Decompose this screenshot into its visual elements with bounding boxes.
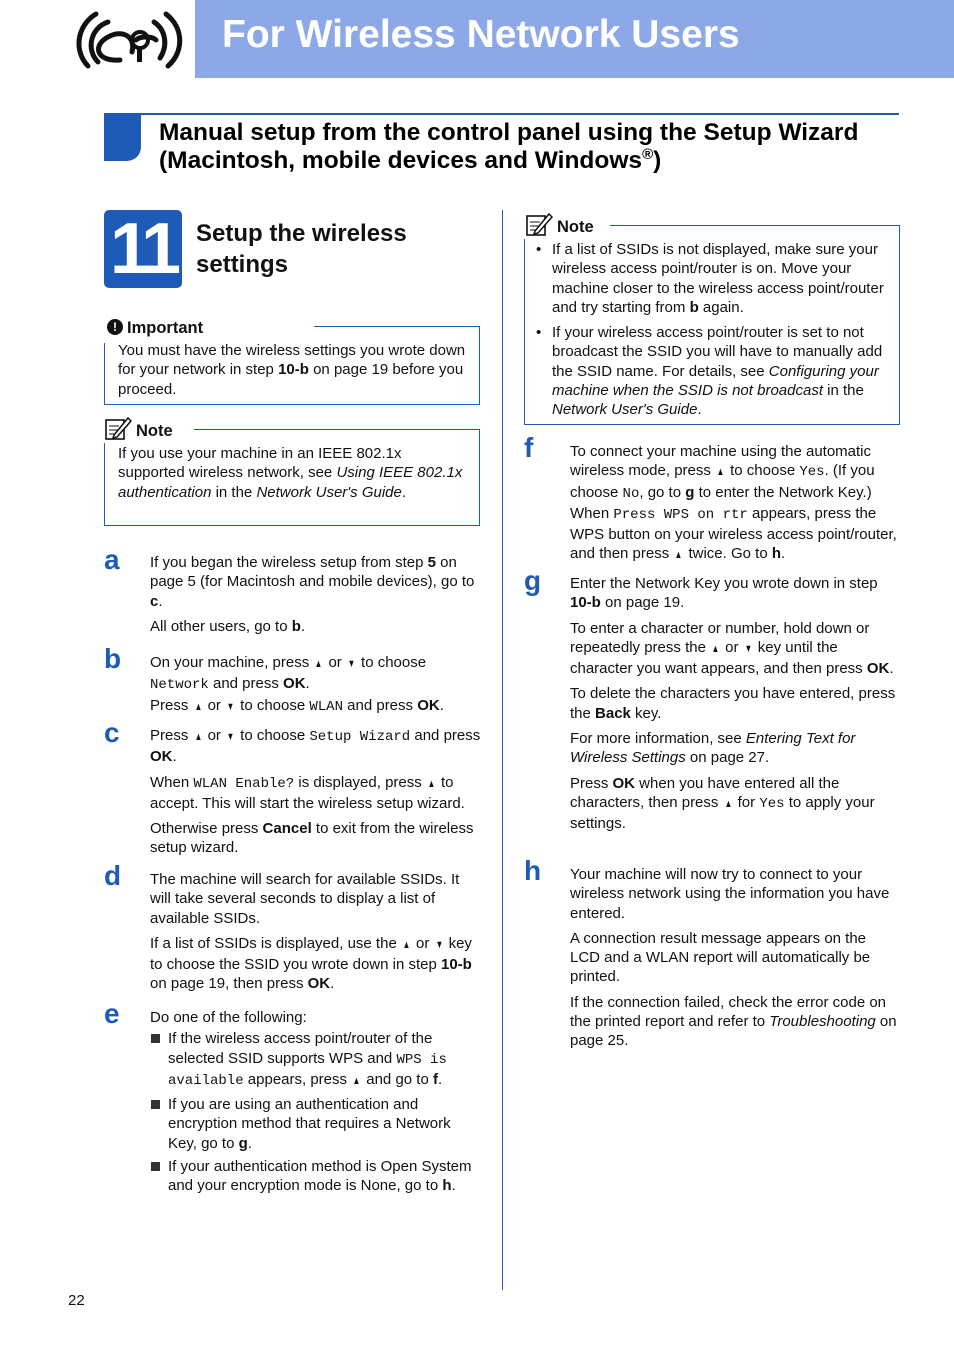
step-letter-h: h: [524, 855, 542, 886]
important-box-top-rule: [314, 326, 480, 327]
note-box-right-rule: [479, 429, 480, 526]
step-letter-c: c: [104, 717, 120, 748]
list-item: • If a list of SSIDs is not displayed, make sure your wireless access point/router is on. Move your machine closer to the wireless access point/router and try starting from b again.: [536, 240, 891, 317]
step-letter-b: b: [104, 643, 122, 674]
step-letter-e: e: [104, 998, 120, 1029]
up-arrow-icon: ▲: [402, 938, 411, 951]
up-arrow-icon: ▲: [194, 700, 202, 713]
note-label: Note: [136, 422, 173, 440]
up-arrow-icon: ▲: [427, 777, 436, 790]
note-box-top-rule: [194, 429, 480, 430]
exclamation-icon: !: [107, 319, 123, 335]
down-arrow-icon: ▼: [435, 938, 443, 951]
important-label: Important: [127, 319, 204, 337]
list-item: If your authentication method is Open System and your encryption mode is None, go to h.: [150, 1157, 482, 1196]
step-d-text: The machine will search for available SSIDs. It will take several seconds to display a list of available SSIDs. If a list of SSIDs is displayed, use the ▲ or ▼ key to choose the SSID you wrote down in step 10-b on page 19, then press OK.: [150, 871, 472, 993]
page-title: For Wireless Network Users: [222, 13, 740, 56]
step-letter-a: a: [104, 544, 120, 575]
wireless-network-icon: [0, 0, 190, 78]
step-e-text: Do one of the following: If the wireless access point/router of the selected SSID supports WPS and WPS is available appears, press ▲ and go to f. If you are using an authentication and encryption method that requires a Network Key, go to g. If your authentication method is Open System and your encryption mode is None, go to h.: [150, 1008, 482, 1196]
up-arrow-icon: ▲: [716, 466, 725, 479]
section-tab-marker: [104, 115, 141, 161]
note-box-right-rule: [899, 225, 900, 425]
section-title: Manual setup from the control panel using the Setup Wizard (Macintosh, mobile devices and Windows®): [159, 119, 859, 174]
note-pencil-icon: [104, 415, 132, 441]
note-box-bottom-rule: [524, 424, 900, 425]
up-arrow-icon: ▲: [352, 1074, 361, 1087]
step-title: Setup the wireless settings: [196, 220, 407, 278]
important-text: You must have the wireless settings you wrote down for your network in step 10-b on page 19 before you proceed.: [118, 342, 466, 398]
header-icon-area: [0, 0, 190, 78]
down-arrow-icon: ▼: [744, 642, 752, 655]
note-pencil-icon: [525, 211, 553, 237]
note-box-bottom-rule: [104, 525, 480, 526]
step-b-text: On your machine, press ▲ or ▼ to choose Network and press OK. Press ▲ or ▼ to choose WLAN and press OK.: [150, 653, 482, 717]
note-box-top-rule: [610, 225, 900, 226]
step-number-badge: 11: [104, 210, 182, 288]
important-box-bottom-rule: [104, 404, 480, 405]
step-letter-f: f: [524, 432, 534, 463]
up-arrow-icon: ▲: [315, 658, 323, 670]
down-arrow-icon: ▼: [347, 658, 356, 670]
step-g-text: Enter the Network Key you wrote down in step 10-b on page 19. To enter a character or number, hold down or repeatedly press the ▲ or ▼ key until the character you want appears, and then press OK. To delete the characters you have entered, press the Back key. For more information, see Entering Text for Wireless Settings on page 27. Press OK when you have entered all the characters, then press ▲ for Yes to apply your settings.: [570, 575, 896, 833]
down-arrow-icon: ▼: [226, 700, 235, 713]
note-right-text: [536, 240, 891, 420]
step-f-text: To connect your machine using the automatic wireless mode, press ▲ to choose Yes. (If you choose No, go to g to enter the Network Key.) When Press WPS on rtr appears, press the WPS button on your wireless access point/router, and then press ▲ twice. Go to h.: [570, 442, 900, 566]
up-arrow-icon: ▲: [194, 731, 202, 743]
list-item: • If your wireless access point/router is set to not broadcast the SSID you will have to manually add the SSID name. For details, see Configuring your machine when the SSID is not broadcast in the Network User's Guide.: [536, 323, 891, 419]
up-arrow-icon: ▲: [724, 797, 732, 810]
step-letter-d: d: [104, 860, 122, 891]
page-number: 22: [68, 1292, 85, 1309]
step-a-text: If you began the wireless setup from step 5 on page 5 (for Macintosh and mobile devices), go to c. All other users, go to b.: [150, 554, 475, 635]
section-rule: [104, 113, 899, 115]
note-box-left-rule: [524, 239, 525, 425]
note-label: Note: [557, 218, 594, 236]
important-box-right-rule: [479, 326, 480, 405]
step-letter-g: g: [524, 565, 542, 596]
up-arrow-icon: ▲: [711, 642, 720, 655]
note-text: If you use your machine in an IEEE 802.1x supported wireless network, see Using IEEE 802.1x authentication in the Network User's Guide.: [118, 445, 463, 501]
up-arrow-icon: ▲: [675, 549, 683, 562]
important-box-left-rule: [104, 343, 105, 405]
list-item: If you are using an authentication and encryption method that requires a Network Key, go to g.: [150, 1095, 482, 1153]
step-h-text: Your machine will now try to connect to your wireless network using the information you have entered. A connection result message appears on the LCD and a WLAN report will automatically be printed. If the connection failed, check the error code on the printed report and refer to Troubleshooting on page 25.: [570, 866, 897, 1050]
step-c-text: Press ▲ or ▼ to choose Setup Wizard and press OK. When WLAN Enable? is displayed, press ▲ to accept. This will start the wireless setup wizard. Otherwise press Cancel to exit from the wireless setup wizard.: [150, 727, 481, 857]
column-divider: [502, 210, 503, 1290]
list-item: If the wireless access point/router of the selected SSID supports WPS and WPS is available appears, press ▲ and go to f.: [150, 1029, 482, 1091]
note-box-left-rule: [104, 443, 105, 526]
down-arrow-icon: ▼: [226, 731, 235, 743]
